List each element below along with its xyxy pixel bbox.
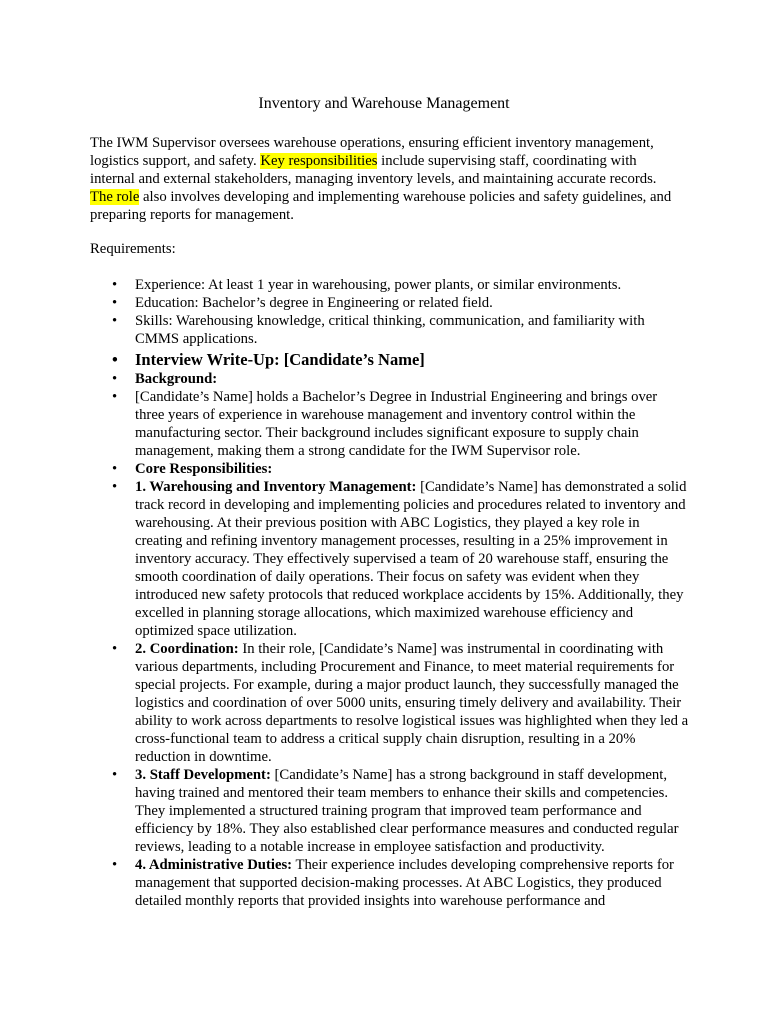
coordination-text: In their role, [Candidate’s Name] was instrumental in coordinating with various departments, including Procurement and Finance, to meet material requirements for special projects. For example, during a major product launch, they successfully managed the logistics and coordination of over 5000 units, ensuring timely delivery and availability. Their ability to work across departments to resolve logistical issues was highlighted when they led a cross-functional team to address a critical supply chain disruption, resulting in a 20% reduction in downtime. — [135, 641, 689, 765]
administrative-label: 4. Administrative Duties: — [135, 857, 293, 873]
warehousing-label: 1. Warehousing and Inventory Management: — [135, 479, 417, 495]
administrative-text: Their experience includes developing comprehensive reports for management that supported decision-making processes. At ABC Logistics, they produced detailed monthly reports that provided insights into warehouse performance and — [135, 857, 674, 909]
list-item-skills: • Skills: Warehousing knowledge, critical thinking, communication, and familiarity with CMMS applications. — [90, 312, 690, 348]
list-item-staff-development — [90, 766, 690, 856]
list-item-core-heading — [90, 460, 690, 478]
coordination-label: 2. Coordination: — [135, 641, 239, 657]
interview-heading: • Interview Write-Up: [Candidate’s Name] — [90, 349, 690, 370]
highlight-the-role: The role — [90, 189, 140, 205]
staff-development-label: 3. Staff Development: — [135, 767, 271, 783]
intro-paragraph — [90, 134, 680, 224]
requirements-label: Requirements: — [90, 241, 176, 257]
list-item-experience: • Experience: At least 1 year in warehousing, power plants, or similar environments. — [90, 276, 690, 294]
list-item-coordination — [90, 640, 690, 766]
intro-text-1: The IWM Supervisor oversees warehouse operations, ensuring efficient inventory management, logistics support, and safety. — [90, 135, 654, 169]
intro-text-2: include supervising staff, coordinating with internal and external stakeholders, managing inventory levels, and maintaining accurate records. — [90, 153, 657, 187]
requirements-list — [90, 276, 690, 910]
list-item-background-text: • [Candidate’s Name] holds a Bachelor’s Degree in Industrial Engineering and brings over three years of experience in warehouse management and inventory control within the manufacturing sector. Their background includes significant exposure to supply chain management, making them a strong candidate for the IWM Supervisor role. — [90, 388, 690, 460]
intro-text-3: also involves developing and implementing warehouse policies and safety guidelines, and preparing reports for management. — [90, 189, 672, 223]
staff-development-text: [Candidate’s Name] has a strong background in staff development, having trained and mentored their team members to enhance their skills and competencies. They implemented a structured training program that improved team performance and efficiency by 18%. They also established clear performance measures and conducted regular reviews, leading to a notable increase in employee satisfaction and productivity. — [135, 767, 679, 855]
list-item-warehousing — [90, 478, 690, 640]
list-item-education: • Education: Bachelor’s degree in Engineering or related field. — [90, 294, 690, 312]
list-item-background-heading — [90, 370, 690, 388]
document-title: Inventory and Warehouse Management — [258, 95, 510, 112]
warehousing-text: [Candidate’s Name] has demonstrated a solid track record in developing and implementing policies and procedures related to inventory and warehousing. At their previous position with ABC Logistics, they played a key role in creating and refining inventory management processes, resulting in a 25% improvement in inventory accuracy. They effectively supervised a team of 20 warehouse staff, ensuring the smooth coordination of daily operations. Their focus on safety was evident when they introduced new safety protocols that reduced workplace accidents by 15%. Additionally, they excelled in planning storage allocations, which maximized warehouse efficiency and optimized space utilization. — [135, 479, 687, 639]
background-heading: Background: — [135, 371, 218, 387]
list-item-administrative — [90, 856, 690, 910]
core-responsibilities-heading: Core Responsibilities: — [135, 461, 273, 477]
highlight-key-responsibilities: Key responsibilities — [260, 153, 378, 169]
